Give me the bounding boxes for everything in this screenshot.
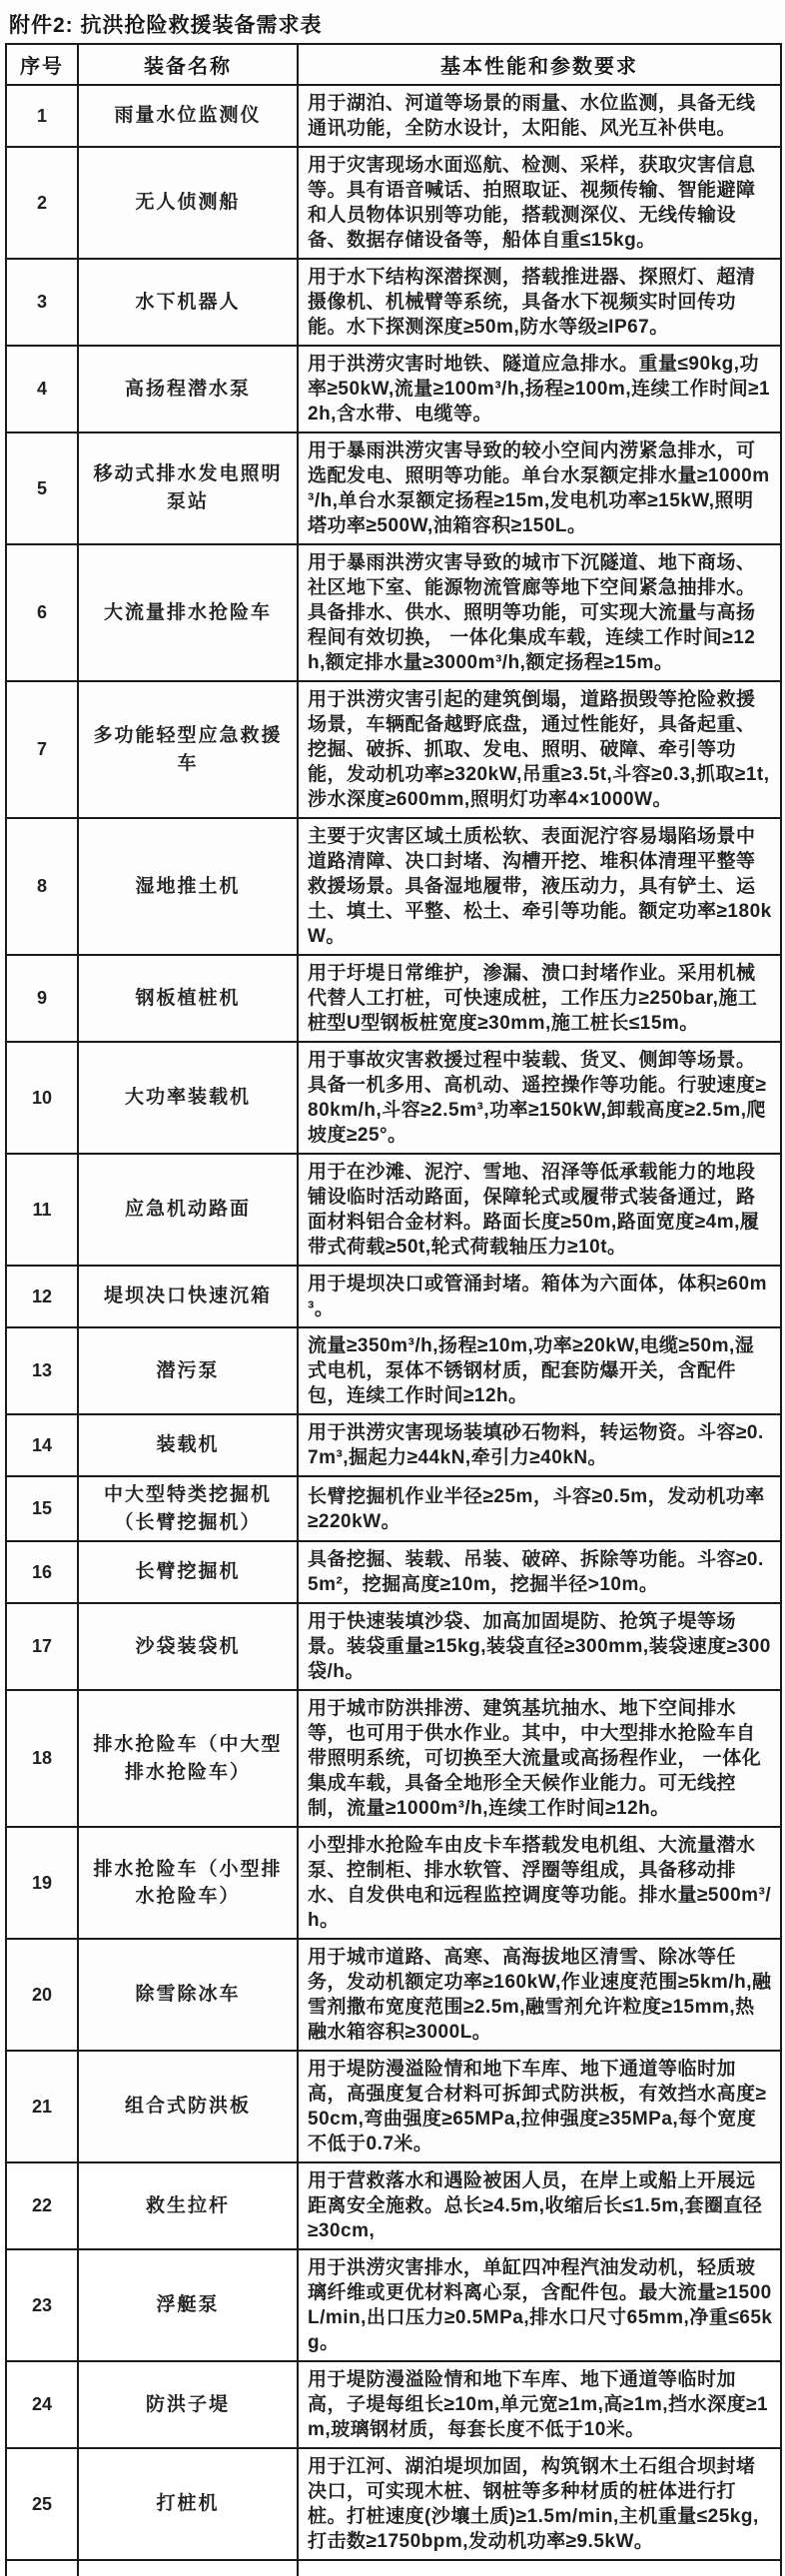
equipment-name-cell: 防洪子堤 [78,2361,298,2448]
table-row [6,1476,781,1541]
spec-cell: 具备挖掘、装载、吊装、破碎、拆除等功能。斗容≥0.5m²，挖掘高度≥10m，挖掘半径>10m。 [298,1541,781,1603]
equipment-name-cell: 移动式排水发电照明泵站 [78,432,298,544]
equipment-name-cell: 长臂挖掘机 [78,1541,298,1603]
spec-cell: 用于暴雨洪涝灾害导致的较小空间内涝紧急排水，可选配发电、照明等功能。单台水泵额定排水量≥1000m³/h,单台水泵额定扬程≥15m,发电机功率≥15kW,照明塔功率≥500W,油箱容积≥150L。 [298,432,781,544]
spec-cell: 用于快速装填沙袋、加高加固堤防、抢筑子堤等场景。装袋重量≥15kg,装袋直径≥300mm,装袋速度≥300袋/h。 [298,1603,781,1690]
table-row [6,2361,781,2448]
equipment-name-cell: 钢板植桩机 [78,955,298,1042]
equipment-requirements-table [5,43,782,2576]
table-row [6,2249,781,2361]
spec-cell: 流量≥350m³/h,扬程≥10m,功率≥20kW,电缆≥50m,湿式电机，泵体不锈钢材质，配套防爆开关，含配件包，连续工作时间≥12h。 [298,1327,781,1414]
spec-cell: 用于洪涝灾害现场装填砂石物料，转运物资。斗容≥0.7m³,掘起力≥44kN,牵引力≥40kN。 [298,1414,781,1476]
table-row [6,1327,781,1414]
row-number-cell: 11 [6,1154,78,1266]
equipment-name-cell: 救生拉杆 [78,2162,298,2249]
table-row [6,1266,781,1327]
row-number-cell: 22 [6,2162,78,2249]
table-row [6,2051,781,2162]
spec-cell: 用于湖泊、河道等场景的雨量、水位监测，具备无线通讯功能，全防水设计，太阳能、风光互补供电。 [298,85,781,147]
row-number-cell: 16 [6,1541,78,1603]
row-number-cell: 15 [6,1476,78,1541]
spec-cell: 用于暴雨洪涝灾害导致的城市下沉隧道、地下商场、社区地下室、能源物流管廊等地下空间紧急抽排水。具备排水、供水、照明等功能，可实现大流量与高扬程间有效切换， 一体化集成车载，连续工作时间≥12h,额定排水量≥3000m³/h,额定扬程≥15m。 [298,544,781,681]
equipment-name-cell: 大流量排水抢险车 [78,544,298,681]
equipment-name-cell: 雨量水位监测仪 [78,85,298,147]
spec-cell: 用于洪涝灾害排水，单缸四冲程汽油发动机，轻质玻璃纤维或更优材料离心泵，含配件包。最大流量≥1500L/min,出口压力≥0.5MPa,排水口尺寸65mm,净重≤65kg。 [298,2249,781,2361]
equipment-name-cell: 高扬程潜水泵 [78,346,298,432]
spec-cell: 用于江河、湖泊堤坝加固，构筑钢木土石组合坝封堵决口，可实现木桩、钢桩等多种材质的桩体进行打桩。打桩速度(沙壤土质)≥1.5m/min,主机重量≤25kg,打击数≥1750bpm,发动机功率≥9.5kW。 [298,2448,781,2560]
table-row [6,681,781,818]
table-row [6,1541,781,1603]
equipment-name-cell: 装载机 [78,1414,298,1476]
table-row [6,1042,781,1154]
table-row [6,1939,781,2051]
row-number-cell: 4 [6,346,78,432]
spec-cell [298,2560,781,2576]
spec-cell: 用于在沙滩、泥泞、雪地、沼泽等低承载能力的地段铺设临时活动路面，保障轮式或履带式装备通过，路面材料铝合金材料。路面长度≥50m,路面宽度≥4m,履带式荷载≥50t,轮式荷载轴压力≥10t。 [298,1154,781,1266]
table-row [6,2162,781,2249]
spec-cell: 小型排水抢险车由皮卡车搭载发电机组、大流量潜水泵、控制柜、排水软管、浮圈等组成，具备移动排水、自发供电和远程监控调度等功能。排水量≥500m³/h。 [298,1827,781,1939]
equipment-name-cell: 组合式防洪板 [78,2051,298,2162]
spec-cell: 长臂挖掘机作业半径≥25m，斗容≥0.5m，发动机功率≥220kW。 [298,1476,781,1541]
equipment-name-cell: 无人侦测船 [78,147,298,259]
header-serial-number: 序号 [6,44,78,85]
table-row [6,1827,781,1939]
equipment-name-cell: 排水抢险车（小型排水抢险车） [78,1827,298,1939]
equipment-name-cell: 排水抢险车（中大型排水抢险车） [78,1690,298,1827]
document-title: 附件2: 抗洪抢险救援装备需求表 [9,14,323,37]
table-row [6,2448,781,2560]
row-number-cell: 21 [6,2051,78,2162]
equipment-name-cell: 沙袋装袋机 [78,1603,298,1690]
equipment-name-cell: 水下机器人 [78,259,298,346]
equipment-name-cell: 堤坝决口快速沉箱 [78,1266,298,1327]
equipment-name-cell: 浮艇泵 [78,2249,298,2361]
header-equipment-name: 装备名称 [78,44,298,85]
table-footer-partial [6,2560,781,2576]
table-row [6,544,781,681]
table-row [6,1414,781,1476]
row-number-cell: 10 [6,1042,78,1154]
equipment-name-cell: 大功率装载机 [78,1042,298,1154]
spec-cell: 用于洪涝灾害时地铁、隧道应急排水。重量≤90kg,功率≥50kW,流量≥100m³/h,扬程≥100m,连续工作时间≥12h,含水带、电缆等。 [298,346,781,432]
equipment-name-cell: 打桩机 [78,2448,298,2560]
equipment-name-cell: 除雪除冰车 [78,1939,298,2051]
row-number-cell: 20 [6,1939,78,2051]
row-number-cell: 17 [6,1603,78,1690]
table-row [6,818,781,955]
spec-cell: 用于营救落水和遇险被困人员，在岸上或船上开展远距离安全施救。总长≥4.5m,收缩后长≤1.5m,套圈直径≥30cm, [298,2162,781,2249]
spec-cell: 用于事故灾害救援过程中装载、货叉、侧卸等场景。具备一机多用、高机动、遥控操作等功能。行驶速度≥80km/h,斗容≥2.5m³,功率≥150kW,卸载高度≥2.5m,爬坡度≥25°。 [298,1042,781,1154]
table-row [6,432,781,544]
spec-cell: 用于圩堤日常维护，渗漏、溃口封堵作业。采用机械代替人工打桩，可快速成桩，工作压力≥250bar,施工桩型U型钢板桩宽度≥30mm,施工桩长≤15m。 [298,955,781,1042]
equipment-name-cell: 潜污泵 [78,1327,298,1414]
table-header [6,44,781,85]
equipment-name-cell: 多功能轻型应急救援车 [78,681,298,818]
table-row [6,147,781,259]
row-number-cell: 25 [6,2448,78,2560]
row-number-cell: 12 [6,1266,78,1327]
equipment-name-cell: 湿地推土机 [78,818,298,955]
row-number-cell: 8 [6,818,78,955]
spec-cell: 用于城市防洪排涝、建筑基坑抽水、地下空间排水等，也可用于供水作业。其中，中大型排水抢险车自带照明系统，可切换至大流量或高扬程作业， 一体化集成车载，具备全地形全天候作业能力。可无线控制，流量≥1000m³/h,连续工作时间≥12h。 [298,1690,781,1827]
spec-cell: 用于堤防漫溢险情和地下车库、地下通道等临时加高，高强度复合材料可拆卸式防洪板，有效挡水高度≥50cm,弯曲强度≥65MPa,拉伸强度≥35MPa,每个宽度不低于0.7米。 [298,2051,781,2162]
table-row [6,1603,781,1690]
spec-cell: 用于堤坝决口或管涌封堵。箱体为六面体，体积≥60m³。 [298,1266,781,1327]
table-body [6,85,781,2560]
header-performance-requirements: 基本性能和参数要求 [298,44,781,85]
row-number-cell: 2 [6,147,78,259]
row-number-cell [6,2560,78,2576]
spec-cell: 用于城市道路、高寒、高海拔地区清雪、除冰等任务，发动机额定功率≥160kW,作业速度范围≥5km/h,融雪剂撒布宽度范围≥2.5m,融雪剂允许粒度≥15mm,热融水箱容积≥3000L。 [298,1939,781,2051]
table-row [6,955,781,1042]
spec-cell: 用于洪涝灾害引起的建筑倒塌，道路损毁等抢险救援场景，车辆配备越野底盘，通过性能好，具备起重、挖掘、破拆、抓取、发电、照明、破障、牵引等功能，发动机功率≥320kW,吊重≥3.5t,斗容≥0.3,抓取≥1t,涉水深度≥600mm,照明灯功率4×1000W。 [298,681,781,818]
spec-cell: 用于堤防漫溢险情和地下车库、地下通道等临时加高，子堤每组长≥10m,单元宽≥1m,高≥1m,挡水深度≥1m,玻璃钢材质，每套长度不低于10米。 [298,2361,781,2448]
spec-cell: 主要于灾害区域土质松软、表面泥泞容易塌陷场景中道路清障、决口封堵、沟槽开挖、堆积体清理平整等救援场景。具备湿地履带，液压动力，具有铲土、运土、填土、平整、松土、牵引等功能。额定功率≥180kW。 [298,818,781,955]
spec-cell: 用于水下结构深潜探测，搭载推进器、探照灯、超清摄像机、机械臂等系统，具备水下视频实时回传功能。水下探测深度≥50m,防水等级≥IP67。 [298,259,781,346]
row-number-cell: 7 [6,681,78,818]
equipment-name-cell: 应急机动路面 [78,1154,298,1266]
row-number-cell: 6 [6,544,78,681]
table-row [6,346,781,432]
row-number-cell: 1 [6,85,78,147]
row-number-cell: 14 [6,1414,78,1476]
table-row [6,1690,781,1827]
spec-cell: 用于灾害现场水面巡航、检测、采样，获取灾害信息等。具有语音喊话、拍照取证、视频传输、智能避障和人员物体识别等功能，搭载测深仪、无线传输设备、数据存储设备等，船体自重≤15kg。 [298,147,781,259]
row-number-cell: 9 [6,955,78,1042]
equipment-name-cell: 中大型特类挖掘机（长臂挖掘机） [78,1476,298,1541]
table-row-partial [6,2560,781,2576]
row-number-cell: 3 [6,259,78,346]
row-number-cell: 13 [6,1327,78,1414]
equipment-name-cell [78,2560,298,2576]
table-row [6,85,781,147]
table-row [6,259,781,346]
row-number-cell: 5 [6,432,78,544]
row-number-cell: 23 [6,2249,78,2361]
row-number-cell: 18 [6,1690,78,1827]
table-row [6,1154,781,1266]
row-number-cell: 24 [6,2361,78,2448]
row-number-cell: 19 [6,1827,78,1939]
